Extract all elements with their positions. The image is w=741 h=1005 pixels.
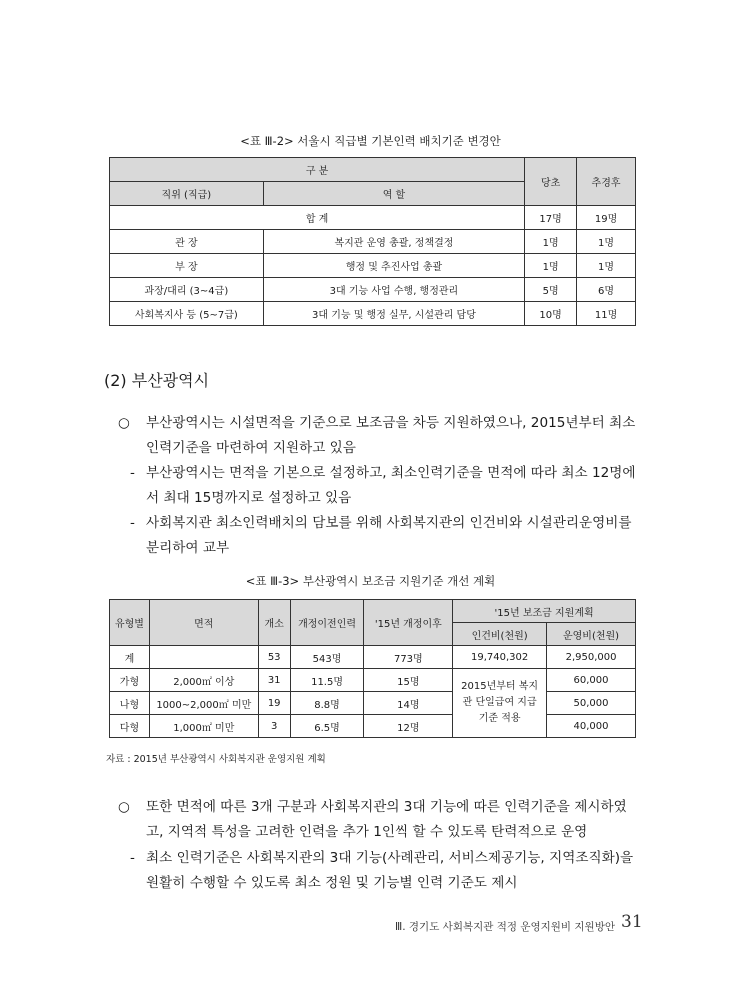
table2 [109, 599, 636, 738]
table2-cell-after: 773명 [364, 646, 453, 669]
table2-cell-after: 12명 [364, 715, 453, 738]
dash-bullet-icon: - [130, 465, 135, 481]
table1-header-role: 역 할 [263, 182, 524, 206]
table2-merged-labor-note: 2015년부터 복지관 단일급여 지급기준 적용 [453, 669, 547, 738]
circle-bullet-icon: ○ [118, 415, 130, 431]
section-heading: (2) 부산광역시 [104, 371, 210, 390]
table1-group-header: 구 분 [110, 158, 525, 182]
table1-total-after: 19명 [577, 206, 636, 230]
table2-header-plan: '15년 보조금 지원계획 [453, 600, 636, 623]
table1 [109, 157, 636, 326]
table2-cell-before: 11.5명 [290, 669, 364, 692]
paragraph-text: 또한 면적에 따른 3개 구분과 사회복지관의 3대 기능에 따른 인력기준을 제시하였고, 지역적 특성을 고려한 인력을 추가 1인씩 할 수 있도록 탄력적으로 운영 [146, 799, 627, 840]
table2-header-ops: 운영비(천원) [547, 623, 636, 646]
page-number: 31 [621, 912, 643, 932]
table-row [110, 254, 636, 278]
paragraph-text: 최소 인력기준은 사회복지관의 3대 기능(사례관리, 서비스제공기능, 지역조직화)을 원활히 수행할 수 있도록 최소 정원 및 기능별 인력 기준도 제시 [146, 850, 634, 891]
table2-cell-after: 14명 [364, 692, 453, 715]
footer-chapter: Ⅲ. 경기도 사회복지관 적정 운영지원비 지원방안 [395, 921, 615, 933]
table2-header-type: 유형별 [110, 600, 150, 646]
table1-cell-current: 1명 [525, 254, 577, 278]
paragraph-text: 부산광역시는 면적을 기본으로 설정하고, 최소인력기준을 면적에 따라 최소 12명에서 최대 15명까지로 설정하고 있음 [146, 465, 636, 506]
table-row [110, 646, 636, 669]
table1-cell-role: 3대 기능 및 행정 실무, 시설관리 담당 [263, 302, 524, 326]
table-row [110, 302, 636, 326]
table1-cell-role: 행정 및 추진사업 총괄 [263, 254, 524, 278]
table2-cell-area [149, 646, 258, 669]
table2-cell-area: 1,000㎡ 미만 [149, 715, 258, 738]
table1-cell-after: 1명 [577, 230, 636, 254]
table1-cell-role: 복지관 운영 총괄, 정책결정 [263, 230, 524, 254]
table-row [110, 278, 636, 302]
table2-cell-ops: 40,000 [547, 715, 636, 738]
table2-cell-before: 8.8명 [290, 692, 364, 715]
table1-cell-after: 6명 [577, 278, 636, 302]
table-row [110, 669, 636, 692]
table2-cell-ops: 50,000 [547, 692, 636, 715]
paragraph-sub [130, 846, 640, 896]
paragraph-text: 부산광역시는 시설면적을 기준으로 보조금을 차등 지원하였으나, 2015년부터 최소인력기준을 마련하여 지원하고 있음 [146, 415, 636, 456]
dash-bullet-icon: - [130, 515, 135, 531]
table2-cell-ops: 60,000 [547, 669, 636, 692]
table2-header-before: 개정이전인력 [290, 600, 364, 646]
table2-cell-type: 계 [110, 646, 150, 669]
table-row [110, 230, 636, 254]
table-row [110, 692, 636, 715]
table2-cell-ops: 2,950,000 [547, 646, 636, 669]
paragraph-bullet [118, 411, 638, 461]
table-row [110, 206, 636, 230]
table1-total-label: 합 계 [110, 206, 525, 230]
table1-cell-current: 5명 [525, 278, 577, 302]
table2-caption: <표 Ⅲ-3> 부산광역시 보조금 지원기준 개선 계획 [245, 574, 496, 588]
table2-cell-labor: 19,740,302 [453, 646, 547, 669]
table1-cell-position: 과장/대리 (3~4급) [110, 278, 264, 302]
table2-cell-area: 1000~2,000㎡ 미만 [149, 692, 258, 715]
table2-cell-type: 나형 [110, 692, 150, 715]
table1-cell-position: 사회복지사 등 (5~7급) [110, 302, 264, 326]
table2-cell-before: 543명 [290, 646, 364, 669]
table2-header-area: 면적 [149, 600, 258, 646]
source-note: 자료 : 2015년 부산광역시 사회복지관 운영지원 계획 [106, 754, 326, 765]
dash-bullet-icon: - [130, 850, 135, 866]
table1-cell-position: 부 장 [110, 254, 264, 278]
table1-cell-role: 3대 기능 사업 수행, 행정관리 [263, 278, 524, 302]
table1-cell-after: 11명 [577, 302, 636, 326]
table1-header-after: 추경후 [577, 158, 636, 206]
paragraph-sub [130, 511, 640, 561]
table2-cell-count: 53 [258, 646, 290, 669]
paragraph-sub [130, 461, 640, 511]
table2-cell-after: 15명 [364, 669, 453, 692]
table1-cell-position: 관 장 [110, 230, 264, 254]
table2-cell-count: 3 [258, 715, 290, 738]
table2-cell-type: 다형 [110, 715, 150, 738]
table1-header-current: 당초 [525, 158, 577, 206]
paragraph-bullet [118, 795, 638, 845]
table1-total-current: 17명 [525, 206, 577, 230]
table2-header-count: 개소 [258, 600, 290, 646]
table1-cell-current: 10명 [525, 302, 577, 326]
table1-cell-current: 1명 [525, 230, 577, 254]
table2-cell-count: 31 [258, 669, 290, 692]
table1-cell-after: 1명 [577, 254, 636, 278]
table2-cell-before: 6.5명 [290, 715, 364, 738]
table2-cell-area: 2,000㎡ 이상 [149, 669, 258, 692]
table1-caption: <표 Ⅲ-2> 서울시 직급별 기본인력 배치기준 변경안 [240, 134, 501, 148]
table2-cell-type: 가형 [110, 669, 150, 692]
table2-header-labor: 인건비(천원) [453, 623, 547, 646]
paragraph-text: 사회복지관 최소인력배치의 담보를 위해 사회복지관의 인건비와 시설관리운영비를 분리하여 교부 [146, 515, 632, 556]
circle-bullet-icon: ○ [118, 799, 130, 815]
table-row [110, 715, 636, 738]
table1-header-position: 직위 (직급) [110, 182, 264, 206]
table2-header-after: '15년 개정이후 [364, 600, 453, 646]
table2-cell-count: 19 [258, 692, 290, 715]
